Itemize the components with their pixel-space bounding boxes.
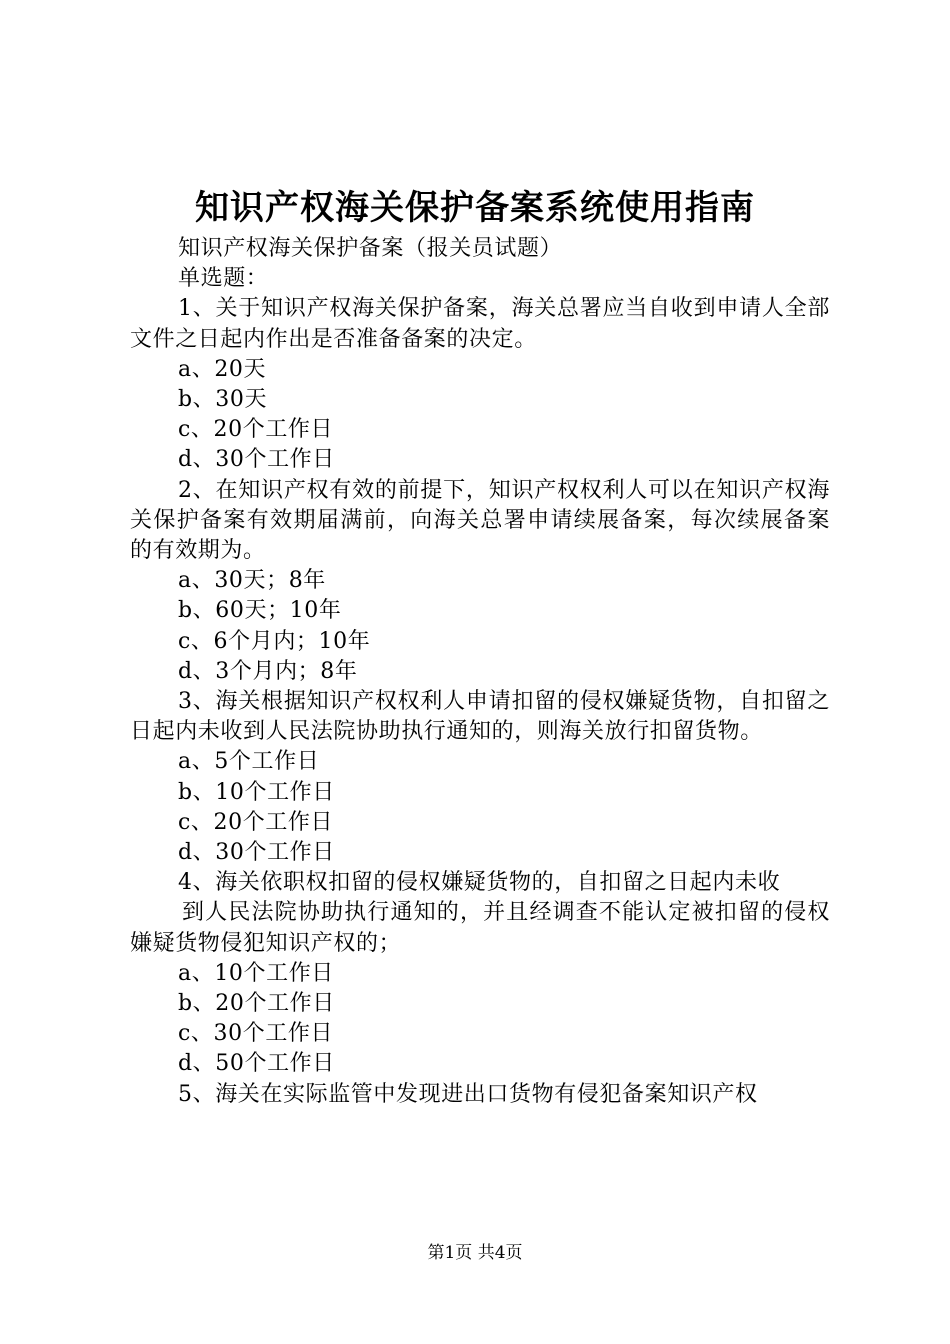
question-1-option-b: b、30天 [178,387,268,413]
question-3-option-c: c、20个工作日 [178,809,334,835]
question-3-text: 3、海关根据知识产权权利人申请扣留的侵权嫌疑货物，自扣留之日起内未收到人民法院协助执行通知的，则海关放行扣留货物。 [130,689,830,745]
question-4-text: 4、海关依职权扣留的侵权嫌疑货物的，自扣留之日起内未收 [178,870,781,896]
question-3-option-b: b、10个工作日 [178,779,335,805]
question-1-option-a: a、20天 [178,356,267,382]
page-footer: 第1页 共4页 [427,1243,523,1263]
section-label: 单选题： [178,266,269,292]
question-3-option-a: a、5个工作日 [178,749,320,775]
question-3-option-d: d、30个工作日 [178,840,335,866]
question-2-text: 2、在知识产权有效的前提下，知识产权权利人可以在知识产权海关保护备案有效期届满前，向海关总署申请续展备案，每次续展备案的有效期为。 [130,477,830,564]
question-1-text: 1、关于知识产权海关保护备案，海关总署应当自收到申请人全部文件之日起内作出是否准备备案的决定。 [130,296,830,352]
document-title: 知识产权海关保护备案系统使用指南 [195,188,755,228]
question-4-option-a: a、10个工作日 [178,960,334,986]
question-2-option-b: b、60天；10年 [178,598,342,624]
question-2-option-d: d、3个月内；8年 [178,658,358,684]
document-subtitle: 知识产权海关保护备案（报关员试题） [178,236,563,261]
question-4-continuation: 到人民法院协助执行通知的，并且经调查不能认定被扣留的侵权嫌疑货物侵犯知识产权的； [130,900,830,956]
question-1-option-d: d、30个工作日 [178,447,335,473]
document-body [130,234,830,1110]
question-4-option-d: d、50个工作日 [178,1051,335,1077]
question-4-option-c: c、30个工作日 [178,1021,334,1047]
question-5-text: 5、海关在实际监管中发现进出口货物有侵犯备案知识产权 [178,1081,758,1107]
question-1-option-c: c、20个工作日 [178,417,334,443]
question-2-option-c: c、6个月内；10年 [178,628,371,654]
question-2-option-a: a、30天；8年 [178,568,326,594]
question-4-option-b: b、20个工作日 [178,991,335,1017]
